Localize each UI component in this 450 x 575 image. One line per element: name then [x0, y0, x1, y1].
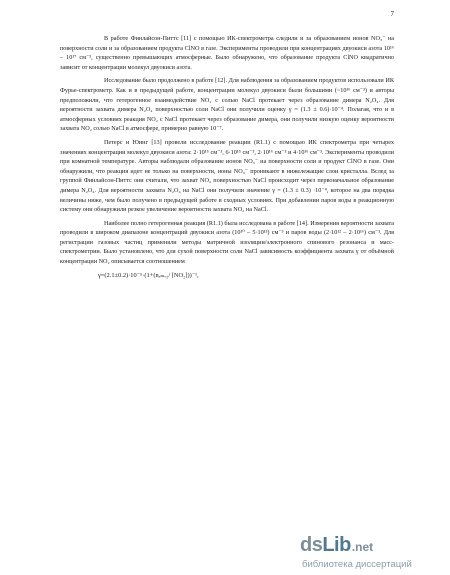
- watermark-logo: [300, 534, 373, 558]
- logo-text-net: .net: [351, 540, 374, 554]
- logo-text-lib: Lib: [322, 534, 351, 556]
- paragraph-1: В работе Финлайсон-Питтс [11] с помощью ИК-спектрометра следили и за образованием ионов NO₃⁻ на поверхности соли и за образованием продукта ClNO в газе. Эксперименты проводили при концентрациях двуокиси азота 10¹⁶ – 10¹⁷ см⁻³, существенно превышающих атмосферные. Было обнаружено, что образование продукта ClNO квадратично зависит от концентрации молекул двуокиси азота.: [60, 35, 394, 71]
- watermark-subtitle: библиотека диссертаций: [302, 559, 412, 570]
- formula: γ=(2.1±0.2)·10⁻⁵·(1+(nₐₘₒ₂/ [NO₂]))⁻¹,: [98, 271, 199, 279]
- paragraph-3: Петерс и Юинг [13] провели исследование реакции (R1.1) с помощью ИК спектрометра при четырех значениях концентрации молекул двуокиси азота: 2·10¹⁵ см⁻³, 6·10¹⁵ см⁻³, 2·10¹⁶ см⁻³ и 4·10¹⁶ см⁻³. Эксперименты проводили при комнатной температуре. Авторы наблюдали образование ионов NO₃⁻ на поверхности соли и продукт ClNO в газе. Они обнаружили, что реакция идет не только на поверхности, ионы NO₃⁻ проникают в нижележащие слои кристалла. Вслед за группой Финлайсон-Питтс они считали, что захват NO₂ поверхностью NaCl происходит через первоначальное образование димера N₂O₄. Для вероятности захвата N₂O₄ на NaCl они получили значение γ = (1.3 ± 0.3) ·10⁻⁴, которое на два порядка величины ниже, чем было получено в предыдущей работе в сходных условиях. При добавлении паров воды в реакционную систему они обнаружили резкое увеличение вероятности захвата NO₂ на NaCl.: [60, 138, 394, 214]
- paragraph-4: Наиболее полно гетерогенная реакция (R1.1) была исследована в работе [14]. Измерения вероятности захвата проводили в широком диапазоне концентраций двуокиси азота (10¹⁰ – 5·10¹³) см⁻³ и паров воды (2·10¹² – 2·10¹⁶) см⁻³. Для регистрации газовых частиц применяли методы матричной изоляции/электронного спинового резонанса и масс-спектрометрии. Было установлено, что для сухой поверхности соли NaCl зависимость коэффициента захвата γ от объёмной концентрации NO₂ описывается соотношением: [60, 219, 394, 266]
- document-body: [60, 34, 394, 280]
- logo-text-ds: ds: [300, 534, 323, 556]
- watermark[interactable]: [300, 534, 450, 570]
- paragraph-2: Исследование было продолжено в работе [12]. Для наблюдения за образованием продуктов использовали ИК Фурье-спектрометр. Как и в предыдущей работе, концентрации молекул двуокиси были большими (~10¹⁶ см⁻³) и авторы предположили, что гетерогенное взаимодействие NO₂ с солью NaCl протекает через образование димера N₂O₄. Для вероятности захвата димера N₂O₄ поверхностью соли NaCl они получили оценку γ = (1.3 ± 0.6)·10⁻⁴. Полагая, что и в атмосферных условиях реакция NO₂ с NaCl протекает через образование димера, они получили низкую оценку вероятности захвата NO₂ солью NaCl в атмосфере, примерно равную 10⁻⁷.: [60, 77, 394, 133]
- page-number: 7: [390, 10, 394, 18]
